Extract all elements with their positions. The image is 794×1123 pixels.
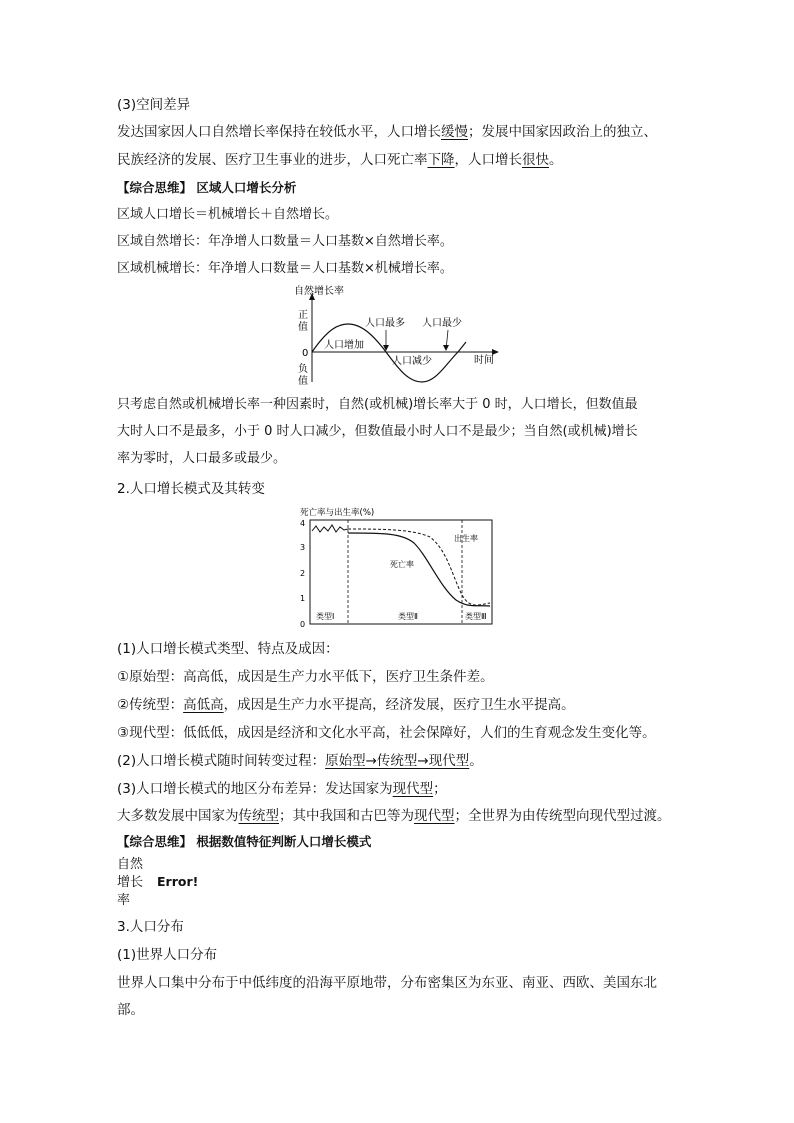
text-span: ；全世界为由传统型向现代型过渡。 — [454, 808, 671, 824]
region-label: 类型Ⅰ — [316, 612, 335, 621]
y-tick-label: 0 — [300, 620, 306, 627]
annotation-max: 人口最多 — [365, 318, 405, 329]
paragraph-line — [117, 806, 671, 826]
section-heading-spatial: (3)空间差异 — [117, 97, 191, 113]
paragraph-line: 大时人口不是最多，小于 0 时人口减少，但数值最小时人口不是最少；当自然(或机械)增长 — [117, 424, 638, 439]
thinking-title: 【综合思维】 根据数值特征判断人口增长模式 — [117, 834, 372, 849]
formula-line: 区域人口增长＝机械增长＋自然增长。 — [117, 207, 339, 222]
negative-label-2: 值 — [298, 376, 308, 387]
text-span: 民族经济的发展、医疗卫生事业的进步，人口死亡率 — [117, 152, 428, 168]
text-span: 。 — [549, 152, 563, 168]
paragraph-line: 率为零时，人口最多或最少。 — [117, 451, 287, 466]
positive-label-2: 值 — [298, 322, 308, 333]
positive-label-1: 正 — [298, 310, 308, 321]
error-block — [117, 856, 143, 910]
paragraph-line — [117, 695, 575, 715]
underlined-answer: 传统型 — [238, 808, 279, 824]
formula-line: 区域自然增长：年净增人口数量＝人口基数×自然增长率。 — [117, 234, 453, 249]
text-span: ；其中我国和古巴等为 — [279, 808, 414, 824]
text-span: ，成因是生产力水平提高，经济发展，医疗卫生水平提高。 — [223, 697, 575, 713]
thinking-title: 【综合思维】 区域人口增长分析 — [117, 180, 297, 195]
section-heading-distribution: 3.人口分布 — [117, 919, 184, 935]
text-span: ，人口增长 — [454, 152, 522, 168]
subheading: (1)世界人口分布 — [117, 947, 218, 963]
underlined-answer: 很快 — [522, 152, 549, 168]
paragraph-line — [117, 122, 657, 142]
x-axis-label: 时间 — [474, 355, 494, 366]
underlined-answer: 现代型 — [414, 808, 455, 824]
series-line-early — [312, 525, 348, 532]
text-span: (2)人口增长模式随时间转变过程： — [117, 753, 326, 769]
annotation-min: 人口最少 — [422, 318, 462, 329]
error-message: Error! — [157, 874, 199, 889]
annotation-decrease: 人口减少 — [392, 356, 432, 367]
paragraph-line: (1)人口增长模式类型、特点及成因： — [117, 641, 339, 657]
negative-label-1: 负 — [298, 364, 308, 375]
paragraph-line: 只考虑自然或机械增长率一种因素时，自然(或机械)增长率大于 0 时，人口增长，但数值最 — [117, 397, 638, 412]
birth-death-rate-chart — [292, 505, 498, 627]
paragraph-line — [117, 751, 483, 771]
text-span: ②传统型： — [117, 697, 184, 713]
text-span: 发达国家因人口自然增长率保持在较低水平，人口增长 — [117, 124, 441, 140]
annotation-increase: 人口增加 — [324, 340, 364, 351]
y-axis-label: 自然增长率 — [294, 286, 344, 297]
y-tick-label: 4 — [300, 519, 306, 528]
chart-title: 死亡率与出生率(%) — [300, 508, 375, 518]
section-heading-models: 2.人口增长模式及其转变 — [117, 481, 265, 497]
paragraph-line — [117, 150, 563, 170]
text-span: ；发展中国家因政治上的独立、 — [468, 124, 657, 140]
paragraph-line: ①原始型：高高低，成因是生产力水平低下，医疗卫生条件差。 — [117, 669, 494, 685]
region-label: 类型Ⅱ — [398, 612, 418, 621]
underlined-answer: 高低高 — [183, 697, 224, 713]
underlined-answer: 现代型 — [392, 781, 434, 797]
text-span: 大多数发展中国家为 — [117, 808, 239, 824]
underlined-answer: 原始型→传统型→现代型 — [325, 753, 470, 769]
y-tick-label: 2 — [300, 569, 306, 578]
error-row-label: 率 — [117, 893, 131, 908]
error-row-label: 增长 — [117, 875, 144, 890]
paragraph-line: ③现代型：低低低，成因是经济和文化水平高，社会保障好，人们的生育观念发生变化等。 — [117, 725, 656, 741]
underlined-answer: 缓慢 — [441, 124, 468, 140]
series-label-death: 死亡率 — [390, 560, 414, 569]
zero-label: 0 — [302, 348, 309, 359]
y-tick-label: 3 — [300, 543, 306, 552]
paragraph-line: 世界人口集中分布于中低纬度的沿海平原地带，分布密集区为东亚、南亚、西欧、美国东北 — [117, 975, 657, 991]
series-label-birth: 出生率 — [454, 534, 478, 543]
y-tick-label: 1 — [300, 594, 306, 603]
formula-line: 区域机械增长：年净增人口数量＝人口基数×机械增长率。 — [117, 261, 453, 276]
text-span: 。 — [469, 753, 483, 769]
text-span: (3)人口增长模式的地区分布差异：发达国家为 — [117, 781, 393, 797]
paragraph-line: 部。 — [117, 1002, 144, 1018]
series-line-death-rate — [348, 533, 490, 606]
growth-rate-figure — [288, 284, 510, 392]
region-label: 类型Ⅲ — [465, 612, 487, 621]
underlined-answer: 下降 — [427, 152, 455, 168]
error-row-label: 自然 — [117, 857, 144, 872]
paragraph-line — [117, 779, 447, 799]
text-span: ； — [433, 781, 447, 797]
